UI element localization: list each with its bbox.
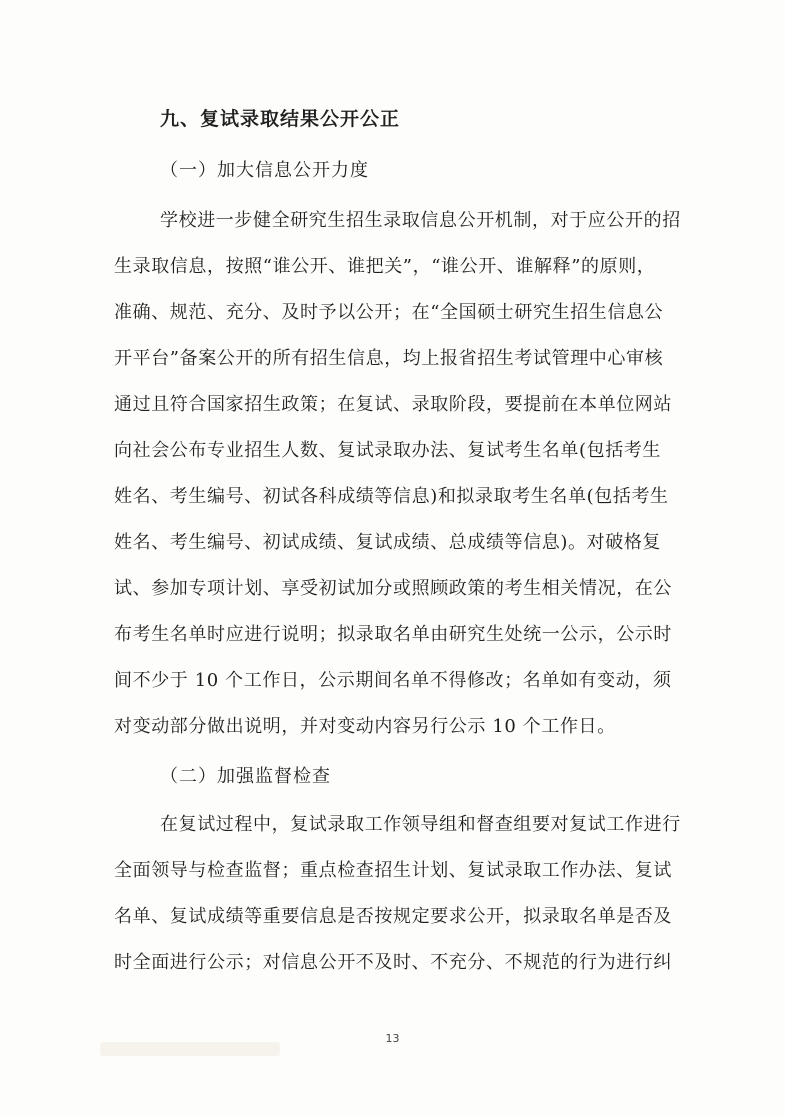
paragraph-line: 学校进一步健全研究生招生录取信息公开机制，对于应公开的招	[160, 210, 681, 231]
paragraph-line: 全面领导与检查监督；重点检查招生计划、复试录取工作办法、复试	[114, 860, 672, 881]
paragraph-line: 在复试过程中，复试录取工作领导组和督查组要对复试工作进行	[160, 814, 681, 835]
paragraph-line: 开平台”备案公开的所有招生信息，均上报省招生考试管理中心审核	[114, 348, 664, 369]
paragraph-line: 布考生名单时应进行说明；拟录取名单由研究生处统一公示，公示时	[114, 624, 672, 645]
section-title: 九、复试录取结果公开公正	[160, 108, 401, 130]
page-number: 13	[385, 1032, 400, 1045]
paragraph-line: 间不少于 10 个工作日，公示期间名单不得修改；名单如有变动，须	[114, 670, 672, 691]
paragraph-line: 准确、规范、充分、及时予以公开；在“全国硕士研究生招生信息公	[114, 302, 664, 323]
paragraph-line: 试、参加专项计划、享受初试加分或照顾政策的考生相关情况，在公	[114, 578, 672, 599]
paragraph-line: 对变动部分做出说明，并对变动内容另行公示 10 个工作日。	[114, 716, 616, 737]
subsection-title-2: （二）加强监督检查	[160, 766, 331, 787]
paragraph-line: 通过且符合国家招生政策；在复试、录取阶段，要提前在本单位网站	[114, 394, 672, 415]
paragraph-line: 生录取信息，按照“谁公开、谁把关”，“谁公开、谁解释”的原则，	[114, 256, 656, 277]
paragraph-line: 时全面进行公示；对信息公开不及时、不充分、不规范的行为进行纠	[114, 952, 672, 973]
scan-smudge	[100, 1042, 280, 1056]
paragraph-line: 姓名、考生编号、初试各科成绩等信息)和拟录取考生名单(包括考生	[114, 486, 669, 507]
paragraph-line: 姓名、考生编号、初试成绩、复试成绩、总成绩等信息)。对破格复	[114, 532, 662, 553]
subsection-title-1: （一）加大信息公开力度	[160, 160, 369, 181]
paragraph-line: 名单、复试成绩等重要信息是否按规定要求公开，拟录取名单是否及	[114, 906, 672, 927]
paragraph-line: 向社会公布专业招生人数、复试录取办法、复试考生名单(包括考生	[114, 440, 662, 461]
